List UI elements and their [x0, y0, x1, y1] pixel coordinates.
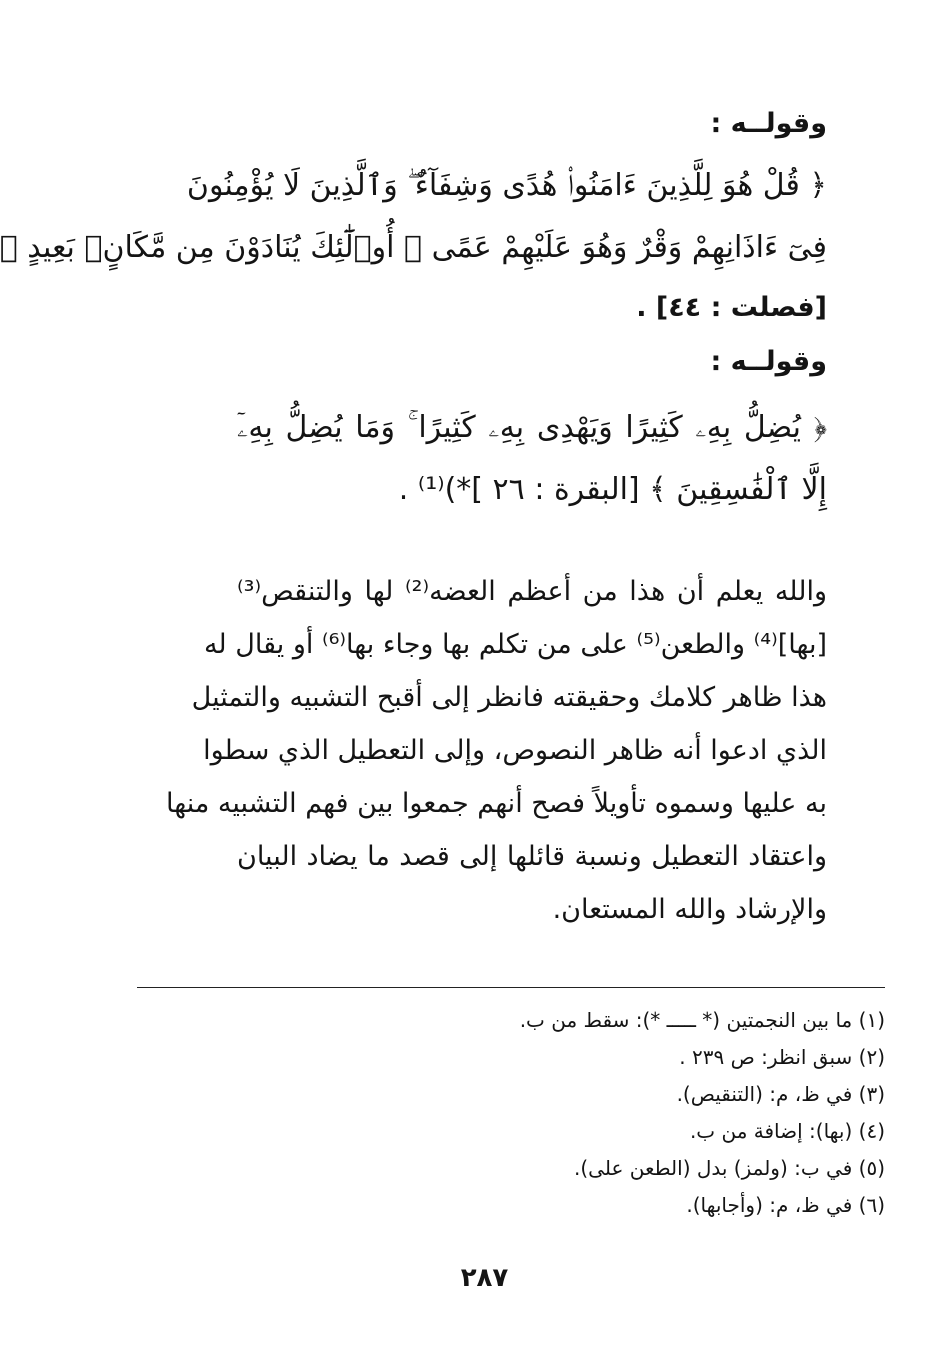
paragraph-line: والله يعلم أن هذا من أعظم العضه⁽²⁾ لها والتنقص⁽³⁾ [237, 576, 827, 607]
verse-reference-fussilat: [فصلت : ٤٤] . [636, 292, 827, 323]
footnote-3: (٣) في ظ، م: (التنقيص). [676, 1082, 885, 1106]
paragraph-line: به عليها وسموه تأويلاً فصح أنهم جمعوا بين فهم التشبيه منها [166, 788, 827, 819]
footnote-2: (٢) سبق انظر: ص ٢٣٩ . [679, 1045, 885, 1069]
section-label-first: وقولــه : [710, 108, 827, 139]
paragraph-line: الذي ادعوا أنه ظاهر النصوص، وإلى التعطيل الذي سطوا [203, 735, 827, 766]
paragraph-line-last: والإرشاد والله المستعان. [552, 894, 827, 925]
footnote-1: (١) ما بين النجمتين (* ـــــ *): سقط من ب. [519, 1008, 885, 1032]
paragraph-line: هذا ظاهر كلامك وحقيقته فانظر إلى أقبح التشبيه والتمثيل [191, 682, 827, 713]
paragraph-line: واعتقاد التعطيل ونسبة قائلها إلى قصد ما يضاد البيان [237, 841, 827, 872]
section-label-second: وقولــه : [710, 346, 827, 377]
footnote-5: (٥) في ب: (ولمز) بدل (الطعن على). [574, 1156, 885, 1180]
quran-verse-baqara-line-1: ﴿ يُضِلُّ بِهِۦ كَثِيرًا وَيَهْدِى بِهِۦ كَثِيرًا ۚ وَمَا يُضِلُّ بِهِۦٓ [237, 410, 827, 445]
paragraph-line: [بها]⁽⁴⁾ والطعن⁽⁵⁾ على من تكلم بها وجاء بها⁽⁶⁾ أو يقال له [203, 629, 827, 660]
page-number: ٢٨٧ [460, 1263, 509, 1293]
footnote-6: (٦) في ظ، م: (وأجابها). [686, 1193, 885, 1217]
quran-verse-fussilat-line-2: فِىٓ ءَاذَانِهِمْ وَقْرٌ وَهُوَ عَلَيْهِمْ عَمًى ۚ أُو۟لَٰٓئِكَ يُنَادَوْنَ مِن مَّكَانٍۭ بَعِيدٍ ﴾ [0, 230, 827, 265]
footnote-4: (٤) (بها): إضافة من ب. [689, 1119, 885, 1143]
quran-verse-baqara-line-2: إِلَّا ٱلْفَٰسِقِينَ ﴾ [البقرة : ٢٦ ]*)⁽¹⁾ . [398, 472, 827, 507]
footnote-divider [137, 987, 885, 988]
quran-verse-fussilat-line-1: ﴿ قُلْ هُوَ لِلَّذِينَ ءَامَنُوا۟ هُدًى وَشِفَآءٌ ۖ وَٱلَّذِينَ لَا يُؤْمِنُونَ [186, 168, 827, 203]
